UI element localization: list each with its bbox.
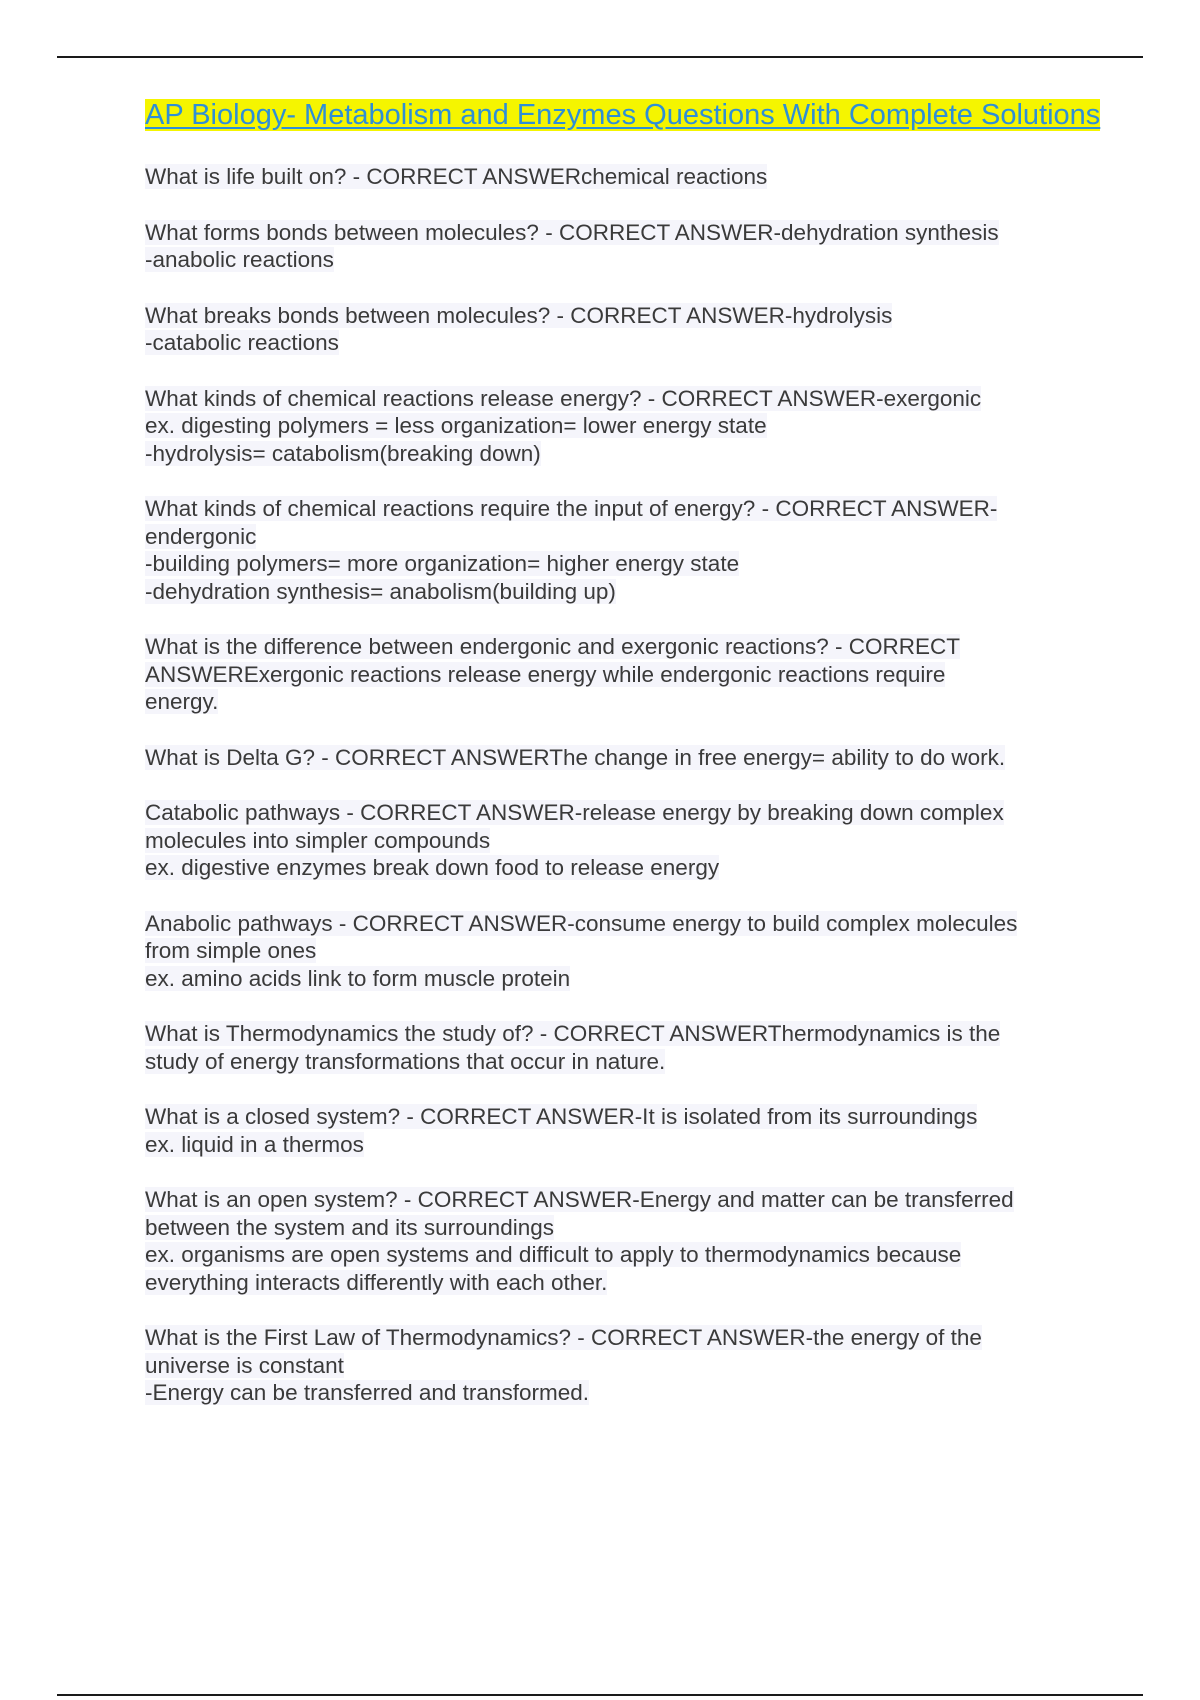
qa-line [145, 827, 1105, 855]
qa-line-text: -hydrolysis= catabolism(breaking down) [145, 440, 541, 466]
qa-line-text: ex. digestive enzymes break down food to release energy [145, 855, 720, 880]
qa-line [145, 1131, 1105, 1159]
qa-item [145, 495, 1105, 605]
qa-line [145, 246, 1105, 274]
qa-line [145, 661, 1105, 689]
qa-item [145, 799, 1105, 882]
qa-line-text: molecules into simpler compounds [145, 827, 491, 853]
qa-line [145, 965, 1105, 993]
qa-line [145, 329, 1105, 357]
qa-item [145, 744, 1105, 772]
qa-line [145, 440, 1105, 468]
qa-line-text: energy. [145, 689, 219, 714]
qa-item [145, 163, 1105, 191]
qa-line-text: endergonic [145, 523, 257, 549]
document-body [145, 98, 1105, 1435]
document-title-text[interactable]: AP Biology- Metabolism and Enzymes Questions With Complete Solutions [145, 99, 1101, 131]
qa-line [145, 412, 1105, 440]
qa-line [145, 937, 1105, 965]
qa-line-text: Anabolic pathways - CORRECT ANSWER-consume energy to build complex molecules [145, 910, 1018, 936]
qa-line-text: between the system and its surroundings [145, 1214, 554, 1240]
header-rule [57, 56, 1143, 58]
qa-line [145, 163, 1105, 191]
qa-line-text: What is the First Law of Thermodynamics? - CORRECT ANSWER-the energy of the [145, 1325, 982, 1350]
qa-line-text: What is Delta G? - CORRECT ANSWERThe change in free energy= ability to do work. [145, 744, 1006, 770]
qa-line-text: Catabolic pathways - CORRECT ANSWER-release energy by breaking down complex [145, 800, 1004, 825]
qa-line [145, 578, 1105, 606]
qa-line [145, 495, 1105, 523]
qa-line [145, 1379, 1105, 1407]
qa-line-text: ex. digesting polymers = less organization= lower energy state [145, 413, 767, 438]
qa-list [145, 163, 1105, 1407]
qa-line-text: -anabolic reactions [145, 247, 334, 272]
qa-line-text: What kinds of chemical reactions release energy? - CORRECT ANSWER-exergonic [145, 385, 982, 411]
qa-line [145, 1048, 1105, 1076]
qa-line [145, 1186, 1105, 1214]
qa-item [145, 1103, 1105, 1158]
qa-item [145, 910, 1105, 993]
qa-line-text: What breaks bonds between molecules? - CORRECT ANSWER-hydrolysis [145, 302, 893, 328]
qa-line [145, 688, 1105, 716]
document-title [145, 98, 1105, 133]
qa-line [145, 854, 1105, 882]
qa-line-text: -Energy can be transferred and transformed. [145, 1380, 589, 1405]
footer-rule [57, 1694, 1143, 1696]
qa-line-text: study of energy transformations that occur in nature. [145, 1048, 666, 1074]
qa-line [145, 1103, 1105, 1131]
qa-line-text: What is the difference between endergonic and exergonic reactions? - CORRECT [145, 634, 961, 659]
qa-line [145, 219, 1105, 247]
qa-line [145, 523, 1105, 551]
qa-line [145, 385, 1105, 413]
qa-line [145, 1352, 1105, 1380]
qa-line [145, 1324, 1105, 1352]
qa-line [145, 1269, 1105, 1297]
qa-line-text: What is life built on? - CORRECT ANSWERchemical reactions [145, 164, 768, 189]
qa-line-text: What forms bonds between molecules? - CORRECT ANSWER-dehydration synthesis [145, 219, 999, 245]
qa-line [145, 1214, 1105, 1242]
qa-item [145, 633, 1105, 716]
qa-line-text: ANSWERExergonic reactions release energy while endergonic reactions require [145, 661, 946, 687]
qa-line [145, 1241, 1105, 1269]
qa-item [145, 219, 1105, 274]
qa-line-text: What is Thermodynamics the study of? - CORRECT ANSWERThermodynamics is the [145, 1021, 1001, 1046]
qa-line-text: What is a closed system? - CORRECT ANSWER-It is isolated from its surroundings [145, 1104, 978, 1129]
qa-line-text: everything interacts differently with each other. [145, 1269, 608, 1295]
qa-line-text: -building polymers= more organization= higher energy state [145, 551, 740, 576]
qa-line [145, 744, 1105, 772]
qa-line [145, 799, 1105, 827]
qa-line [145, 910, 1105, 938]
qa-item [145, 1324, 1105, 1407]
qa-line-text: What is an open system? - CORRECT ANSWER-Energy and matter can be transferred [145, 1187, 1014, 1212]
qa-item [145, 302, 1105, 357]
qa-line [145, 633, 1105, 661]
qa-line [145, 1020, 1105, 1048]
qa-line-text: ex. organisms are open systems and difficult to apply to thermodynamics because [145, 1242, 962, 1267]
qa-line-text: ex. liquid in a thermos [145, 1131, 364, 1157]
qa-line-text: -dehydration synthesis= anabolism(building up) [145, 578, 616, 604]
qa-line-text: What kinds of chemical reactions require the input of energy? - CORRECT ANSWER- [145, 496, 998, 521]
qa-line-text: ex. amino acids link to form muscle protein [145, 965, 571, 991]
qa-line-text: universe is constant [145, 1352, 344, 1378]
qa-line [145, 302, 1105, 330]
qa-line-text: -catabolic reactions [145, 330, 339, 355]
qa-line-text: from simple ones [145, 938, 317, 963]
qa-item [145, 1020, 1105, 1075]
qa-line [145, 550, 1105, 578]
qa-item [145, 385, 1105, 468]
qa-item [145, 1186, 1105, 1296]
